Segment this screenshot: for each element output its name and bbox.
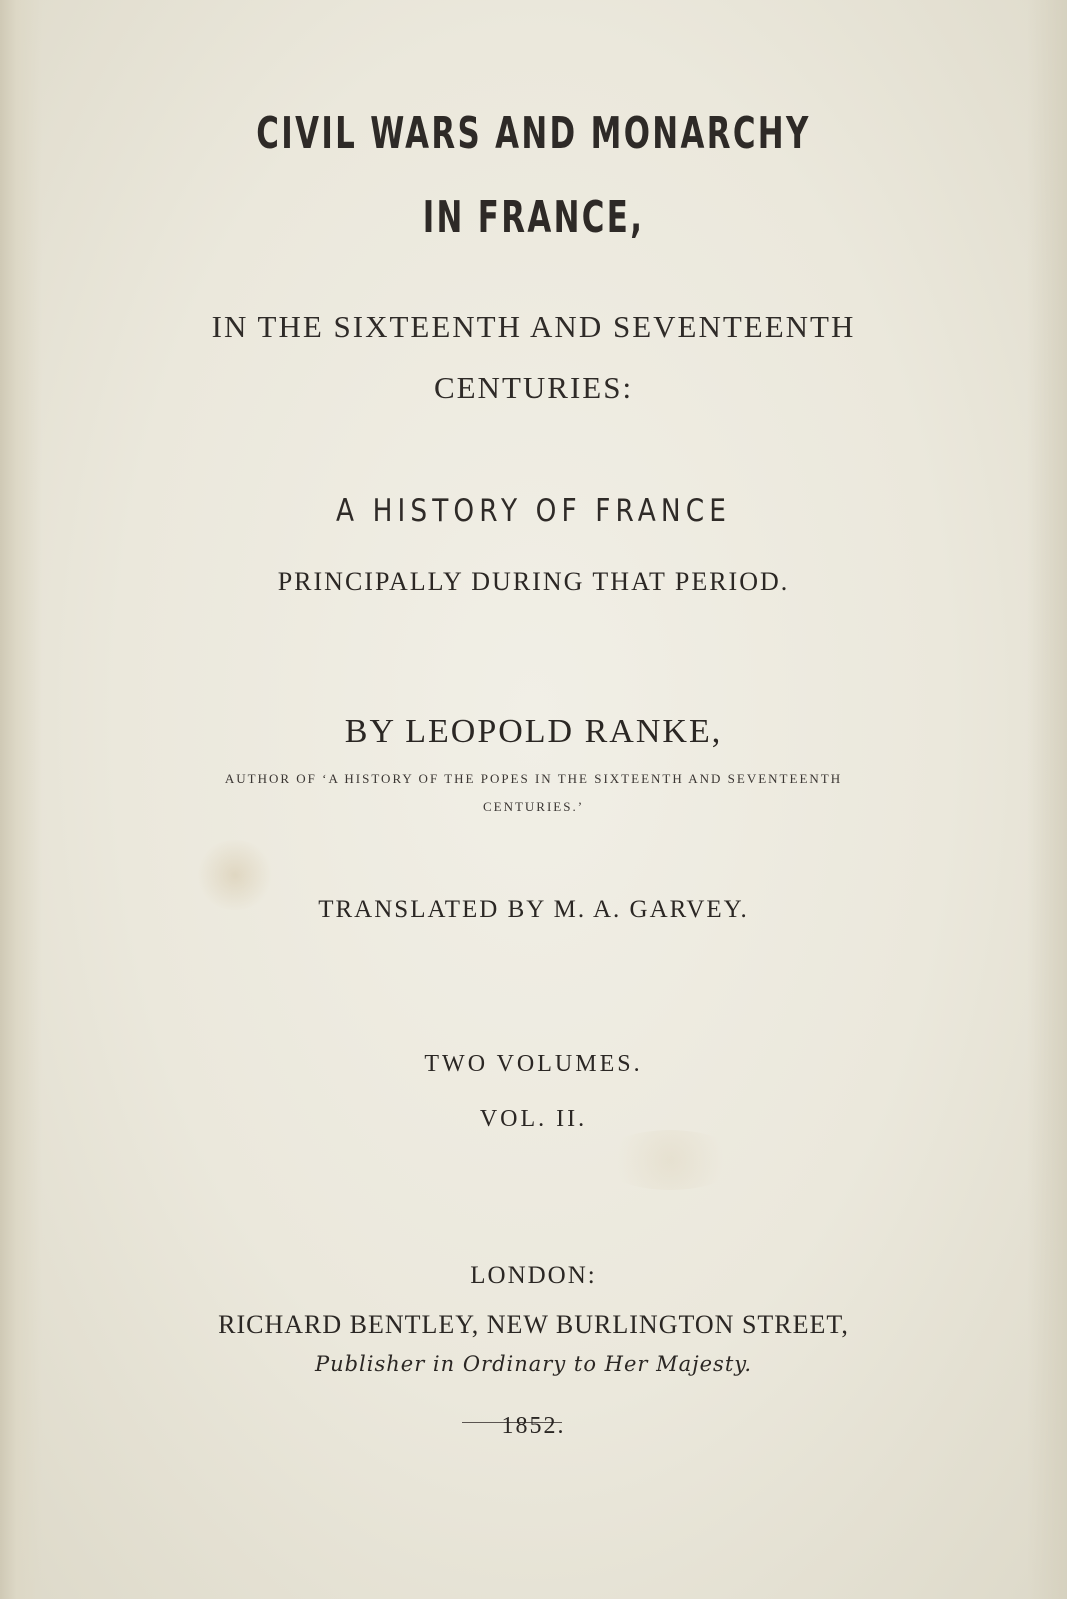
title-line-1: CIVIL WARS AND MONARCHY xyxy=(256,108,811,159)
volume-count: TWO VOLUMES. xyxy=(424,1051,643,1077)
publication-year: 1852. xyxy=(501,1413,566,1439)
history-period: PRINCIPALLY DURING THAT PERIOD. xyxy=(277,567,790,596)
imprint-city: LONDON: xyxy=(470,1262,597,1289)
imprint-appointment: Publisher in Ordinary to Her Majesty. xyxy=(314,1352,753,1376)
author-byline: BY LEOPOLD RANKE, xyxy=(344,713,723,750)
imprint-publisher: RICHARD BENTLEY, NEW BURLINGTON STREET, xyxy=(218,1310,849,1339)
author-credit-line-2: CENTURIES.’ xyxy=(482,799,585,814)
volume-number: VOL. II. xyxy=(479,1106,588,1132)
translator-line: TRANSLATED BY M. A. GARVEY. xyxy=(318,896,749,923)
author-credit-line-1: AUTHOR OF ‘A HISTORY OF THE POPES IN THE SIXTEENTH AND SEVENTEENTH xyxy=(224,771,843,786)
history-heading: A HISTORY OF FRANCE xyxy=(335,493,731,529)
foxing-stain xyxy=(600,1130,740,1190)
title-line-2: IN FRANCE, xyxy=(422,192,645,243)
subtitle-line-1: IN THE SIXTEENTH AND SEVENTEENTH xyxy=(211,309,856,344)
subtitle-line-2: CENTURIES: xyxy=(433,370,634,405)
